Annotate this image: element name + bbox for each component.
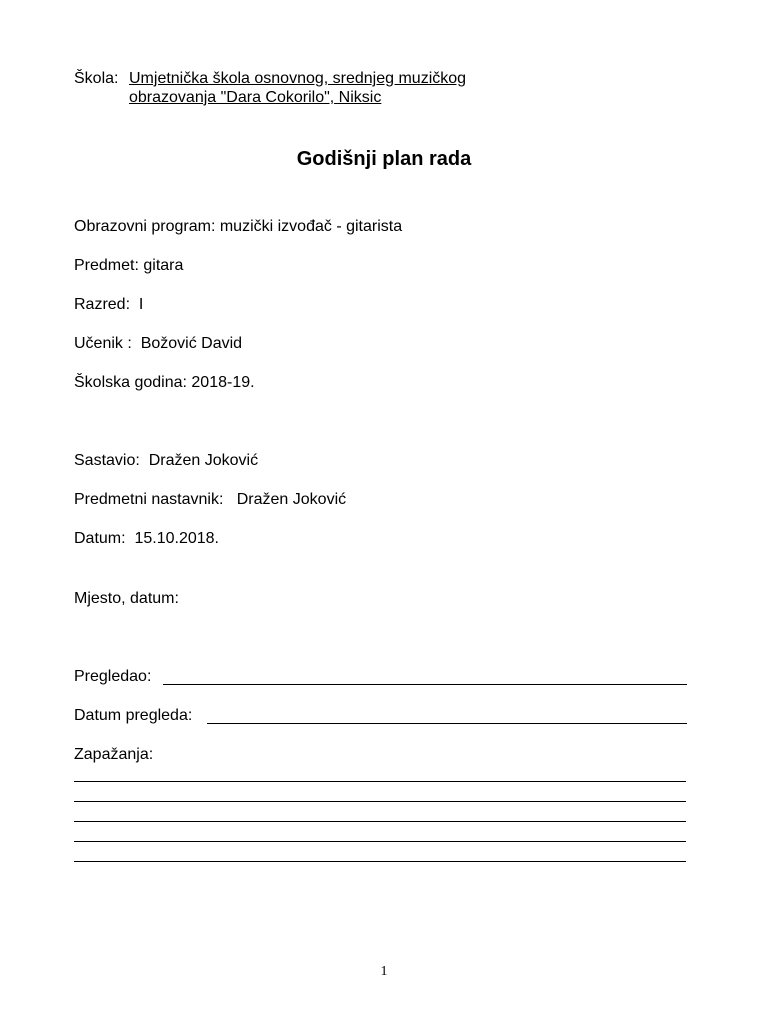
school-year-field: Školska godina: 2018-19.: [74, 374, 255, 391]
document-title: Godišnji plan rada: [296, 148, 472, 170]
review-date-field: Datum pregleda:: [74, 707, 193, 724]
notes-blank-line: [74, 801, 686, 802]
notes-blank-line: [74, 841, 686, 842]
grade-field: Razred: I: [74, 296, 144, 313]
page-number: 1: [380, 964, 388, 979]
reviewed-by-blank-line: [163, 684, 687, 685]
notes-blank-line: [74, 861, 686, 862]
school-info: [74, 69, 466, 107]
student-field: Učenik : Božović David: [74, 335, 243, 352]
review-date-blank-line: [207, 723, 687, 724]
subject-field: Predmet: gitara: [74, 257, 184, 274]
composed-by-field: Sastavio: Dražen Joković: [74, 452, 259, 469]
teacher-field: Predmetni nastavnik: Dražen Joković: [74, 491, 347, 508]
school-name-line1: Umjetnička škola osnovnog, srednjeg muzičkog: [129, 70, 467, 87]
place-date-field: Mjesto, datum:: [74, 590, 179, 607]
school-name-line2: obrazovanja "Dara Cokorilo", Niksic: [129, 89, 382, 106]
reviewed-by-field: Pregledao:: [74, 668, 152, 685]
notes-blank-line: [74, 781, 686, 782]
program-field: Obrazovni program: muzički izvođač - gitarista: [74, 218, 403, 235]
school-label: Škola:: [74, 70, 119, 87]
date-field: Datum: 15.10.2018.: [74, 530, 219, 547]
notes-blank-line: [74, 821, 686, 822]
notes-field: Zapažanja:: [74, 746, 154, 763]
